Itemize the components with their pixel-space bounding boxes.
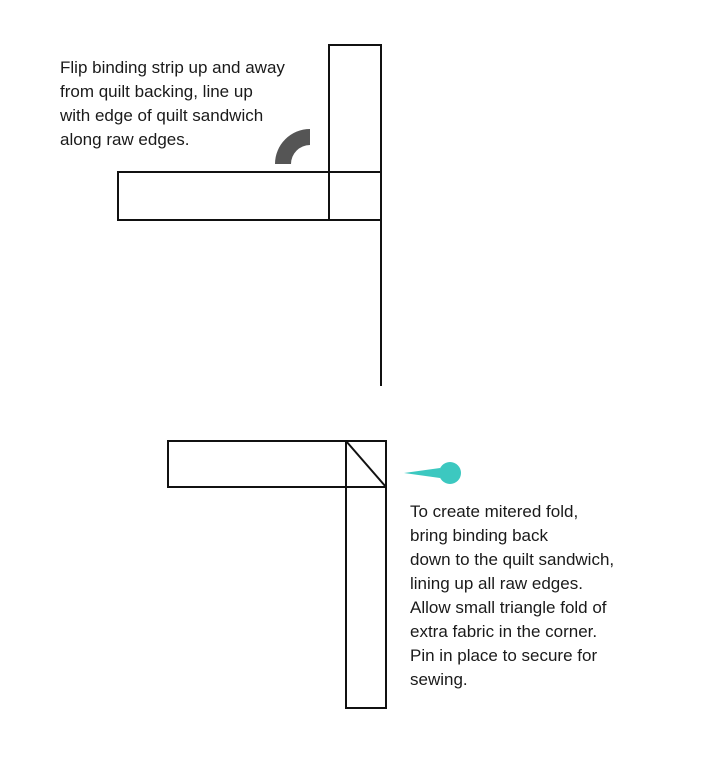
caption-line: extra fabric in the corner. [410, 622, 598, 641]
caption-line: down to the quilt sandwich, [410, 550, 615, 569]
caption-line: along raw edges. [60, 130, 190, 149]
caption-line: Flip binding strip up and away [60, 58, 285, 77]
top-step-caption [60, 56, 285, 152]
caption-line: Pin in place to secure for [410, 646, 598, 665]
caption-line: sewing. [410, 670, 468, 689]
caption-line: Allow small triangle fold of [410, 598, 607, 617]
caption-line: from quilt backing, line up [60, 82, 253, 101]
horizontal-binding-strip [118, 172, 381, 220]
caption-line: bring binding back [410, 526, 548, 545]
caption-line: lining up all raw edges. [410, 574, 583, 593]
vertical-binding-strip [329, 45, 381, 220]
pin-icon [404, 462, 461, 484]
mitered-fold-line [346, 441, 386, 487]
caption-line: To create mitered fold, [410, 502, 579, 521]
bottom-step-caption [410, 500, 614, 692]
bottom-step-figure [168, 441, 386, 708]
caption-line: with edge of quilt sandwich [60, 106, 264, 125]
